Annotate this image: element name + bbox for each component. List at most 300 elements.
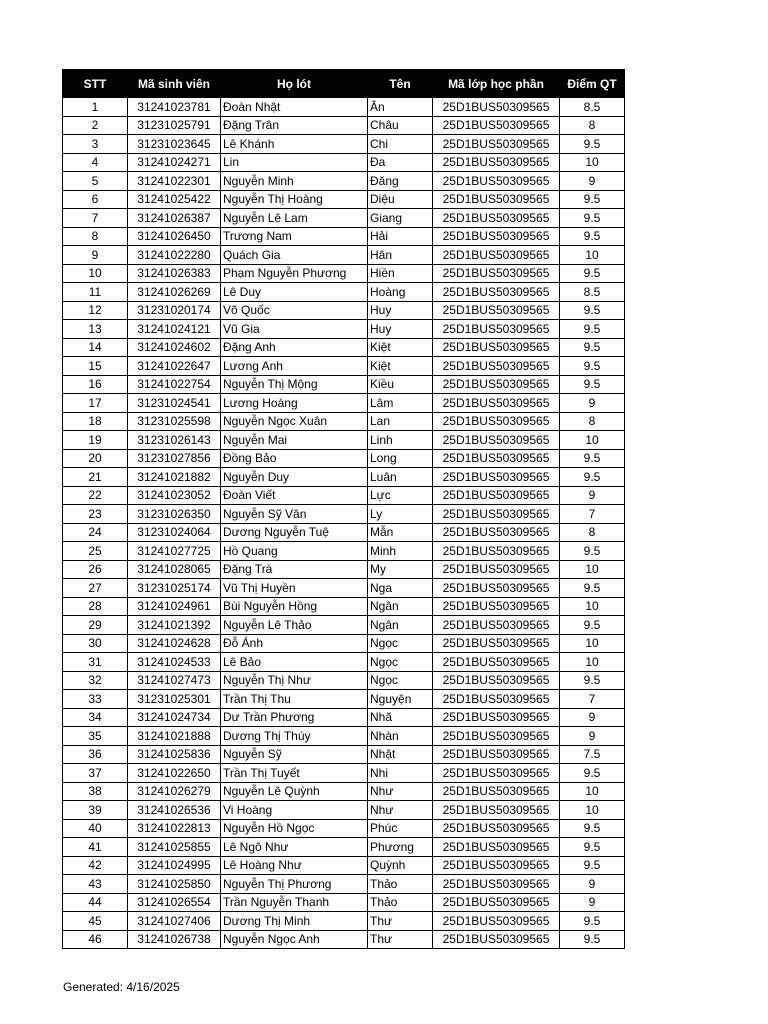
- cell-stt: 14: [63, 338, 128, 357]
- cell-first-name: Ngọc: [368, 634, 433, 653]
- cell-first-name: My: [368, 560, 433, 579]
- cell-first-name: Mẫn: [368, 523, 433, 542]
- cell-stt: 27: [63, 579, 128, 598]
- table-row: [63, 190, 625, 209]
- cell-last-name: Vi Hoàng: [221, 801, 368, 820]
- cell-last-name: Lương Anh: [221, 357, 368, 376]
- cell-stt: 42: [63, 856, 128, 875]
- cell-last-name: Nguyễn Minh: [221, 172, 368, 191]
- cell-first-name: Ngân: [368, 616, 433, 635]
- cell-class-code: 25D1BUS50309565: [433, 579, 560, 598]
- cell-student-id: 31241025836: [128, 745, 221, 764]
- cell-class-code: 25D1BUS50309565: [433, 782, 560, 801]
- cell-student-id: 31241026269: [128, 283, 221, 302]
- cell-last-name: Vũ Thị Huyền: [221, 579, 368, 598]
- cell-stt: 17: [63, 394, 128, 413]
- cell-class-code: 25D1BUS50309565: [433, 671, 560, 690]
- cell-first-name: Hoàng: [368, 283, 433, 302]
- cell-last-name: Nguyễn Hồ Ngọc: [221, 819, 368, 838]
- cell-class-code: 25D1BUS50309565: [433, 135, 560, 154]
- cell-stt: 26: [63, 560, 128, 579]
- table-row: [63, 394, 625, 413]
- table-row: [63, 98, 625, 117]
- generated-date: Generated: 4/16/2025: [63, 980, 180, 994]
- cell-stt: 36: [63, 745, 128, 764]
- cell-class-code: 25D1BUS50309565: [433, 653, 560, 672]
- table-row: [63, 227, 625, 246]
- cell-score: 8: [560, 116, 625, 135]
- cell-stt: 6: [63, 190, 128, 209]
- cell-score: 9.5: [560, 930, 625, 949]
- table-row: [63, 653, 625, 672]
- cell-stt: 46: [63, 930, 128, 949]
- cell-last-name: Nguyễn Thị Như: [221, 671, 368, 690]
- cell-score: 9: [560, 394, 625, 413]
- cell-score: 9.5: [560, 856, 625, 875]
- table-row: [63, 542, 625, 561]
- cell-last-name: Hồ Quang: [221, 542, 368, 561]
- cell-student-id: 31231026350: [128, 505, 221, 524]
- cell-last-name: Đặng Trà: [221, 560, 368, 579]
- header-row: [63, 70, 625, 98]
- cell-score: 10: [560, 653, 625, 672]
- cell-student-id: 31231025301: [128, 690, 221, 709]
- cell-first-name: Ngân: [368, 597, 433, 616]
- cell-first-name: Ly: [368, 505, 433, 524]
- cell-stt: 21: [63, 468, 128, 487]
- cell-first-name: Minh: [368, 542, 433, 561]
- cell-score: 7.5: [560, 745, 625, 764]
- cell-first-name: Hiền: [368, 264, 433, 283]
- cell-class-code: 25D1BUS50309565: [433, 708, 560, 727]
- header-student-id: Mã sinh viên: [128, 70, 221, 98]
- cell-student-id: 31241022813: [128, 819, 221, 838]
- cell-student-id: 31241024995: [128, 856, 221, 875]
- cell-class-code: 25D1BUS50309565: [433, 745, 560, 764]
- cell-student-id: 31231025598: [128, 412, 221, 431]
- cell-score: 9.5: [560, 135, 625, 154]
- cell-last-name: Dương Nguyễn Tuệ: [221, 523, 368, 542]
- cell-last-name: Quách Gia: [221, 246, 368, 265]
- cell-last-name: Lê Hoàng Như: [221, 856, 368, 875]
- header-stt: STT: [63, 70, 128, 98]
- cell-score: 10: [560, 801, 625, 820]
- cell-first-name: Hân: [368, 246, 433, 265]
- table-row: [63, 246, 625, 265]
- cell-score: 9: [560, 893, 625, 912]
- cell-class-code: 25D1BUS50309565: [433, 616, 560, 635]
- table-row: [63, 357, 625, 376]
- cell-score: 10: [560, 634, 625, 653]
- cell-stt: 30: [63, 634, 128, 653]
- cell-stt: 29: [63, 616, 128, 635]
- cell-last-name: Nguyễn Lê Lam: [221, 209, 368, 228]
- cell-student-id: 31241023052: [128, 486, 221, 505]
- cell-first-name: Diệu: [368, 190, 433, 209]
- cell-last-name: Lương Hoàng: [221, 394, 368, 413]
- cell-stt: 12: [63, 301, 128, 320]
- table-row: [63, 505, 625, 524]
- cell-score: 9.5: [560, 338, 625, 357]
- cell-student-id: 31241025855: [128, 838, 221, 857]
- cell-score: 7: [560, 505, 625, 524]
- cell-student-id: 31241025422: [128, 190, 221, 209]
- cell-student-id: 31231025791: [128, 116, 221, 135]
- cell-first-name: Phương: [368, 838, 433, 857]
- cell-student-id: 31241024533: [128, 653, 221, 672]
- table-row: [63, 375, 625, 394]
- cell-class-code: 25D1BUS50309565: [433, 209, 560, 228]
- table-row: [63, 930, 625, 949]
- cell-first-name: Quỳnh: [368, 856, 433, 875]
- cell-class-code: 25D1BUS50309565: [433, 431, 560, 450]
- cell-class-code: 25D1BUS50309565: [433, 523, 560, 542]
- cell-score: 9.5: [560, 357, 625, 376]
- cell-class-code: 25D1BUS50309565: [433, 190, 560, 209]
- cell-stt: 16: [63, 375, 128, 394]
- cell-score: 9.5: [560, 838, 625, 857]
- cell-first-name: Đăng: [368, 172, 433, 191]
- cell-student-id: 31231025174: [128, 579, 221, 598]
- cell-stt: 3: [63, 135, 128, 154]
- cell-stt: 43: [63, 875, 128, 894]
- table-row: [63, 819, 625, 838]
- cell-class-code: 25D1BUS50309565: [433, 856, 560, 875]
- cell-student-id: 31241024271: [128, 153, 221, 172]
- cell-score: 9.5: [560, 819, 625, 838]
- cell-class-code: 25D1BUS50309565: [433, 727, 560, 746]
- cell-class-code: 25D1BUS50309565: [433, 597, 560, 616]
- table-row: [63, 875, 625, 894]
- cell-last-name: Lê Khánh: [221, 135, 368, 154]
- cell-first-name: Nga: [368, 579, 433, 598]
- table-row: [63, 745, 625, 764]
- cell-student-id: 31231024064: [128, 523, 221, 542]
- header-last-name: Họ lót: [221, 70, 368, 98]
- cell-stt: 1: [63, 98, 128, 117]
- cell-last-name: Lê Ngô Như: [221, 838, 368, 857]
- cell-stt: 25: [63, 542, 128, 561]
- cell-first-name: Nguyện: [368, 690, 433, 709]
- cell-stt: 24: [63, 523, 128, 542]
- cell-last-name: Nguyễn Thị Phương: [221, 875, 368, 894]
- cell-first-name: Ngọc: [368, 653, 433, 672]
- cell-score: 9: [560, 172, 625, 191]
- cell-class-code: 25D1BUS50309565: [433, 116, 560, 135]
- cell-stt: 45: [63, 912, 128, 931]
- cell-last-name: Nguyễn Duy: [221, 468, 368, 487]
- cell-score: 9: [560, 727, 625, 746]
- cell-last-name: Dư Trần Phương: [221, 708, 368, 727]
- cell-student-id: 31241027473: [128, 671, 221, 690]
- cell-stt: 28: [63, 597, 128, 616]
- cell-class-code: 25D1BUS50309565: [433, 412, 560, 431]
- cell-first-name: Lâm: [368, 394, 433, 413]
- cell-student-id: 31241024602: [128, 338, 221, 357]
- cell-class-code: 25D1BUS50309565: [433, 560, 560, 579]
- cell-student-id: 31241022650: [128, 764, 221, 783]
- cell-student-id: 31241026450: [128, 227, 221, 246]
- cell-student-id: 31241024961: [128, 597, 221, 616]
- cell-last-name: Trần Thị Tuyết: [221, 764, 368, 783]
- cell-class-code: 25D1BUS50309565: [433, 468, 560, 487]
- table-row: [63, 560, 625, 579]
- cell-score: 9.5: [560, 912, 625, 931]
- cell-class-code: 25D1BUS50309565: [433, 172, 560, 191]
- cell-student-id: 31241024734: [128, 708, 221, 727]
- table-row: [63, 579, 625, 598]
- cell-last-name: Nguyễn Sỹ: [221, 745, 368, 764]
- cell-score: 9.5: [560, 190, 625, 209]
- cell-last-name: Đặng Trân: [221, 116, 368, 135]
- cell-score: 10: [560, 431, 625, 450]
- cell-student-id: 31241024121: [128, 320, 221, 339]
- cell-first-name: Nhàn: [368, 727, 433, 746]
- cell-class-code: 25D1BUS50309565: [433, 505, 560, 524]
- cell-student-id: 31231026143: [128, 431, 221, 450]
- cell-student-id: 31241026383: [128, 264, 221, 283]
- cell-class-code: 25D1BUS50309565: [433, 764, 560, 783]
- cell-score: 10: [560, 782, 625, 801]
- table-row: [63, 838, 625, 857]
- cell-last-name: Nguyễn Lê Quỳnh: [221, 782, 368, 801]
- table-row: [63, 153, 625, 172]
- cell-stt: 33: [63, 690, 128, 709]
- table-row: [63, 690, 625, 709]
- cell-first-name: Nhã: [368, 708, 433, 727]
- cell-last-name: Trần Thị Thu: [221, 690, 368, 709]
- cell-class-code: 25D1BUS50309565: [433, 449, 560, 468]
- cell-score: 9: [560, 875, 625, 894]
- cell-class-code: 25D1BUS50309565: [433, 301, 560, 320]
- table-row: [63, 264, 625, 283]
- cell-first-name: Phúc: [368, 819, 433, 838]
- cell-last-name: Lê Bảo: [221, 653, 368, 672]
- cell-class-code: 25D1BUS50309565: [433, 486, 560, 505]
- cell-stt: 44: [63, 893, 128, 912]
- table-row: [63, 301, 625, 320]
- cell-class-code: 25D1BUS50309565: [433, 912, 560, 931]
- cell-class-code: 25D1BUS50309565: [433, 893, 560, 912]
- table-row: [63, 727, 625, 746]
- table-row: [63, 708, 625, 727]
- cell-stt: 8: [63, 227, 128, 246]
- cell-last-name: Phạm Nguyễn Phương: [221, 264, 368, 283]
- table-row: [63, 597, 625, 616]
- cell-last-name: Đoàn Viết: [221, 486, 368, 505]
- table-row: [63, 912, 625, 931]
- table-row: [63, 283, 625, 302]
- cell-student-id: 31241022647: [128, 357, 221, 376]
- cell-score: 8: [560, 412, 625, 431]
- table-row: [63, 135, 625, 154]
- table-row: [63, 634, 625, 653]
- table-row: [63, 209, 625, 228]
- cell-first-name: Ngọc: [368, 671, 433, 690]
- cell-class-code: 25D1BUS50309565: [433, 875, 560, 894]
- cell-class-code: 25D1BUS50309565: [433, 542, 560, 561]
- cell-stt: 10: [63, 264, 128, 283]
- cell-last-name: Đỗ Ánh: [221, 634, 368, 653]
- cell-stt: 39: [63, 801, 128, 820]
- table-row: [63, 893, 625, 912]
- cell-stt: 40: [63, 819, 128, 838]
- cell-student-id: 31241022280: [128, 246, 221, 265]
- cell-class-code: 25D1BUS50309565: [433, 246, 560, 265]
- cell-first-name: Thảo: [368, 893, 433, 912]
- cell-student-id: 31231024541: [128, 394, 221, 413]
- table-row: [63, 116, 625, 135]
- cell-class-code: 25D1BUS50309565: [433, 320, 560, 339]
- cell-class-code: 25D1BUS50309565: [433, 634, 560, 653]
- cell-student-id: 31241026387: [128, 209, 221, 228]
- cell-last-name: Đoàn Nhật: [221, 98, 368, 117]
- cell-score: 9.5: [560, 209, 625, 228]
- grade-table: [62, 69, 625, 949]
- table-row: [63, 782, 625, 801]
- cell-student-id: 31241022301: [128, 172, 221, 191]
- cell-stt: 4: [63, 153, 128, 172]
- cell-student-id: 31241021888: [128, 727, 221, 746]
- cell-first-name: Lan: [368, 412, 433, 431]
- cell-first-name: Đa: [368, 153, 433, 172]
- cell-class-code: 25D1BUS50309565: [433, 690, 560, 709]
- cell-first-name: Kiều: [368, 375, 433, 394]
- table-row: [63, 801, 625, 820]
- cell-stt: 37: [63, 764, 128, 783]
- cell-stt: 19: [63, 431, 128, 450]
- table-row: [63, 320, 625, 339]
- cell-student-id: 31231027856: [128, 449, 221, 468]
- cell-student-id: 31241026536: [128, 801, 221, 820]
- cell-class-code: 25D1BUS50309565: [433, 153, 560, 172]
- cell-class-code: 25D1BUS50309565: [433, 357, 560, 376]
- table-row: [63, 486, 625, 505]
- cell-student-id: 31231023645: [128, 135, 221, 154]
- cell-class-code: 25D1BUS50309565: [433, 801, 560, 820]
- cell-last-name: Dương Thị Minh: [221, 912, 368, 931]
- cell-stt: 18: [63, 412, 128, 431]
- cell-score: 9.5: [560, 468, 625, 487]
- cell-score: 9.5: [560, 671, 625, 690]
- cell-student-id: 31241023781: [128, 98, 221, 117]
- cell-last-name: Đặng Anh: [221, 338, 368, 357]
- cell-last-name: Nguyễn Lê Thảo: [221, 616, 368, 635]
- cell-class-code: 25D1BUS50309565: [433, 375, 560, 394]
- cell-first-name: Nhật: [368, 745, 433, 764]
- cell-class-code: 25D1BUS50309565: [433, 338, 560, 357]
- cell-last-name: Nguyễn Ngọc Xuân: [221, 412, 368, 431]
- cell-score: 9: [560, 708, 625, 727]
- header-score: Điểm QT: [560, 70, 625, 98]
- cell-first-name: Châu: [368, 116, 433, 135]
- table-row: [63, 431, 625, 450]
- header-class-code: Mã lớp học phần: [433, 70, 560, 98]
- cell-first-name: Kiệt: [368, 357, 433, 376]
- cell-stt: 32: [63, 671, 128, 690]
- cell-last-name: Nguyễn Thị Hoàng: [221, 190, 368, 209]
- cell-score: 8.5: [560, 283, 625, 302]
- cell-stt: 41: [63, 838, 128, 857]
- cell-class-code: 25D1BUS50309565: [433, 838, 560, 857]
- cell-stt: 22: [63, 486, 128, 505]
- cell-last-name: Đồng Bảo: [221, 449, 368, 468]
- cell-last-name: Trương Nam: [221, 227, 368, 246]
- cell-first-name: Như: [368, 801, 433, 820]
- cell-score: 9: [560, 486, 625, 505]
- table-row: [63, 338, 625, 357]
- cell-score: 10: [560, 597, 625, 616]
- table-row: [63, 523, 625, 542]
- cell-score: 9.5: [560, 320, 625, 339]
- cell-first-name: Huy: [368, 301, 433, 320]
- cell-stt: 5: [63, 172, 128, 191]
- cell-score: 9.5: [560, 227, 625, 246]
- cell-class-code: 25D1BUS50309565: [433, 227, 560, 246]
- cell-first-name: Ân: [368, 98, 433, 117]
- cell-first-name: Chi: [368, 135, 433, 154]
- cell-class-code: 25D1BUS50309565: [433, 264, 560, 283]
- cell-class-code: 25D1BUS50309565: [433, 930, 560, 949]
- cell-student-id: 31241027406: [128, 912, 221, 931]
- cell-last-name: Bùi Nguyễn Hồng: [221, 597, 368, 616]
- table-row: [63, 172, 625, 191]
- cell-first-name: Kiệt: [368, 338, 433, 357]
- cell-first-name: Huy: [368, 320, 433, 339]
- cell-score: 10: [560, 153, 625, 172]
- cell-stt: 11: [63, 283, 128, 302]
- cell-stt: 15: [63, 357, 128, 376]
- cell-last-name: Nguyễn Sỹ Vân: [221, 505, 368, 524]
- cell-score: 9.5: [560, 264, 625, 283]
- cell-first-name: Long: [368, 449, 433, 468]
- cell-student-id: 31241028065: [128, 560, 221, 579]
- cell-score: 8.5: [560, 98, 625, 117]
- cell-class-code: 25D1BUS50309565: [433, 98, 560, 117]
- cell-score: 9.5: [560, 542, 625, 561]
- cell-stt: 34: [63, 708, 128, 727]
- cell-first-name: Nhi: [368, 764, 433, 783]
- cell-score: 9.5: [560, 616, 625, 635]
- cell-student-id: 31241021882: [128, 468, 221, 487]
- cell-student-id: 31241022754: [128, 375, 221, 394]
- cell-score: 9.5: [560, 764, 625, 783]
- table-row: [63, 764, 625, 783]
- table-row: [63, 671, 625, 690]
- cell-score: 10: [560, 246, 625, 265]
- cell-score: 10: [560, 560, 625, 579]
- cell-student-id: 31241026554: [128, 893, 221, 912]
- cell-first-name: Luân: [368, 468, 433, 487]
- cell-stt: 38: [63, 782, 128, 801]
- cell-score: 9.5: [560, 301, 625, 320]
- table-row: [63, 449, 625, 468]
- cell-last-name: Nguyễn Thị Mộng: [221, 375, 368, 394]
- cell-score: 9.5: [560, 375, 625, 394]
- cell-first-name: Thảo: [368, 875, 433, 894]
- table-row: [63, 856, 625, 875]
- cell-first-name: Hải: [368, 227, 433, 246]
- cell-last-name: Lê Duy: [221, 283, 368, 302]
- cell-last-name: Dương Thị Thúy: [221, 727, 368, 746]
- cell-stt: 23: [63, 505, 128, 524]
- table-row: [63, 468, 625, 487]
- cell-class-code: 25D1BUS50309565: [433, 283, 560, 302]
- cell-student-id: 31241021392: [128, 616, 221, 635]
- cell-student-id: 31241024628: [128, 634, 221, 653]
- cell-score: 9.5: [560, 449, 625, 468]
- cell-student-id: 31231020174: [128, 301, 221, 320]
